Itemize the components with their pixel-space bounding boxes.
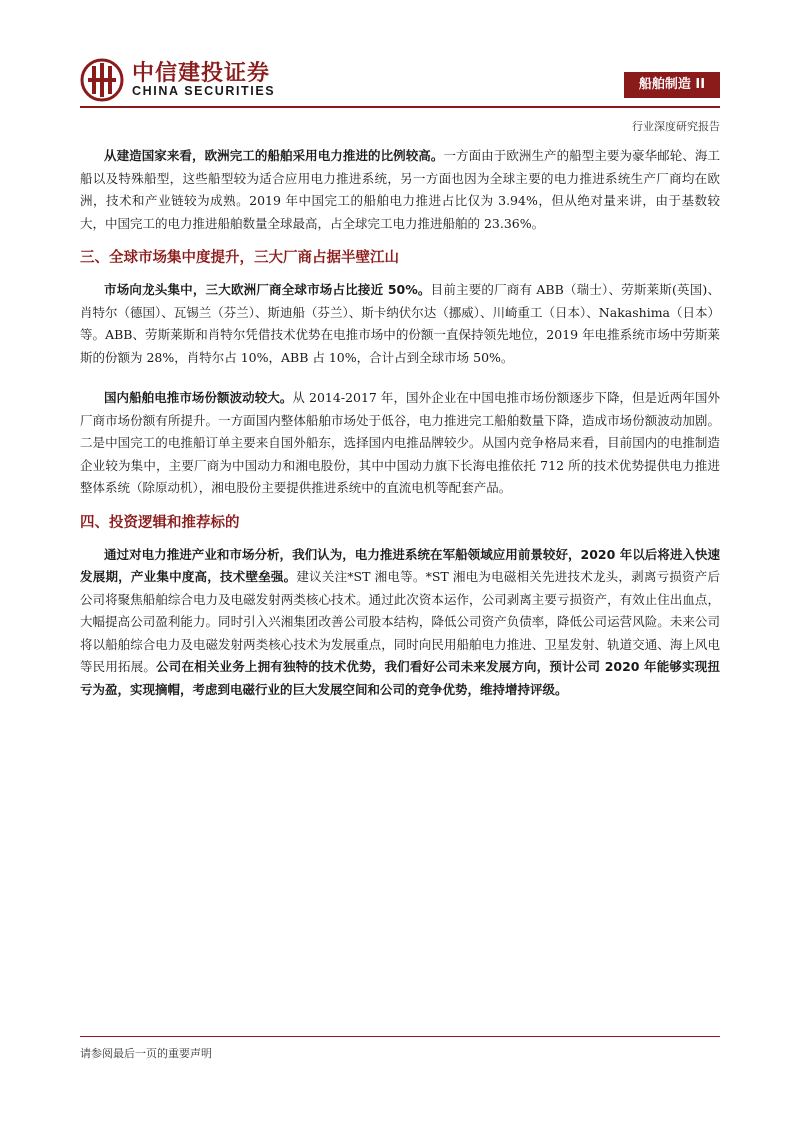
- report-type: 行业深度研究报告: [632, 120, 720, 133]
- header-divider: [80, 106, 720, 108]
- paragraph-body: 从 2014-2017 年，国外企业在中国电推市场份额逐步下降，但是近两年国外厂商市场份额有所提升。一方面国内整体船舶市场处于低谷，电力推进完工船舶数量下降，造成市场份额波动加剧。二是中国完工的电推船订单主要来自国外船东，选择国内电推品牌较少。从国内竞争格局来看，目前国内的电推制造企业较为集中，主要厂商为中国动力和湘电股份，其中中国动力旗下长海电推依托 712 所的技术优势提供电力推进整体系统（除原动机），湘电股份主要提供推进系统中的直流电机等配套产品。: [80, 390, 720, 495]
- section-tag: 船舶制造 II: [624, 72, 720, 98]
- section-heading-4: 四、投资逻辑和推荐标的: [80, 514, 240, 531]
- logo-text-en: CHINA SECURITIES: [132, 84, 276, 98]
- paragraph-body: 一方面由于欧洲生产的船型主要为豪华邮轮、海工船以及特殊船型，这些船型较为适合应用电力推进系统，另一方面也因为全球主要的电力推进系统生产厂商均在欧洲，技术和产业链较为成熟。2019 年中国完工的船舶电力推进占比仅为 3.94%，但从绝对量来讲，由于基数较大，中国完工的电力推进船舶数量全球最高，占全球完工电力推进船舶的 23.36%。: [80, 148, 720, 231]
- paragraph-conclusion: 公司在相关业务上拥有独特的技术优势，我们看好公司未来发展方向，预计公司 2020 年能够实现扭亏为盈，实现摘帽，考虑到电磁行业的巨大发展空间和公司的竞争优势，维持增持评级。: [80, 659, 720, 697]
- paragraph-lead: 从建造国家来看，欧洲完工的船舶采用电力推进的比例较高。: [104, 148, 444, 163]
- paragraph-investment-logic: [80, 544, 720, 702]
- page-header: [80, 52, 720, 112]
- footer-divider: [80, 1036, 720, 1037]
- paragraph-body: 目前主要的厂商有 ABB（瑞士）、劳斯莱斯(英国)、肖特尔（德国）、瓦锡兰（芬兰）、斯迪船（芬兰）、斯卡纳伏尔达（挪威）、川崎重工（日本）、Nakashima（日本）等。ABB、劳斯莱斯和肖特尔凭借技术优势在电推市场中的份额一直保持领先地位，2019 年电推系统市场中劳斯莱斯的份额为 28%，肖特尔占 10%，ABB 占 10%，合计占到全球市场 50%。: [80, 282, 720, 365]
- main-content: [80, 145, 720, 701]
- footer-disclaimer: 请参阅最后一页的重要声明: [80, 1047, 212, 1060]
- paragraph-market-leaders: [80, 279, 720, 369]
- logo-text-cn: 中信建投证券: [132, 61, 271, 86]
- paragraph-body: 建议关注*ST 湘电等。*ST 湘电为电磁相关先进技术龙头，剥离亏损资产后公司将聚焦船舶综合电力及电磁发射两类核心技术。通过此次资本运作，公司剥离主要亏损资产，有效止住出血点，大幅提高公司盈利能力。同时引入兴湘集团改善公司股本结构，降低公司资产负债率，降低公司运营风险。未来公司将以船舶综合电力及电磁发射两类核心技术为发展重点，同时向民用船舶电力推进、卫星发射、轨道交通、海上风电等民用拓展。: [80, 569, 720, 674]
- paragraph-domestic-market: [80, 387, 720, 500]
- paragraph-build-country: [80, 145, 720, 235]
- paragraph-lead: 市场向龙头集中，三大欧洲厂商全球市场占比接近 50%。: [104, 282, 431, 297]
- china-securities-logo-icon: [80, 58, 124, 102]
- paragraph-lead: 通过对电力推进产业和市场分析，我们认为，电力推进系统在军船领域应用前景较好，2020 年以后将进入快速发展期，产业集中度高，技术壁垒强。: [80, 546, 720, 584]
- section-heading-3: 三、全球市场集中度提升，三大厂商占据半壁江山: [80, 250, 399, 266]
- paragraph-lead: 国内船舶电推市场份额波动较大。: [104, 390, 293, 405]
